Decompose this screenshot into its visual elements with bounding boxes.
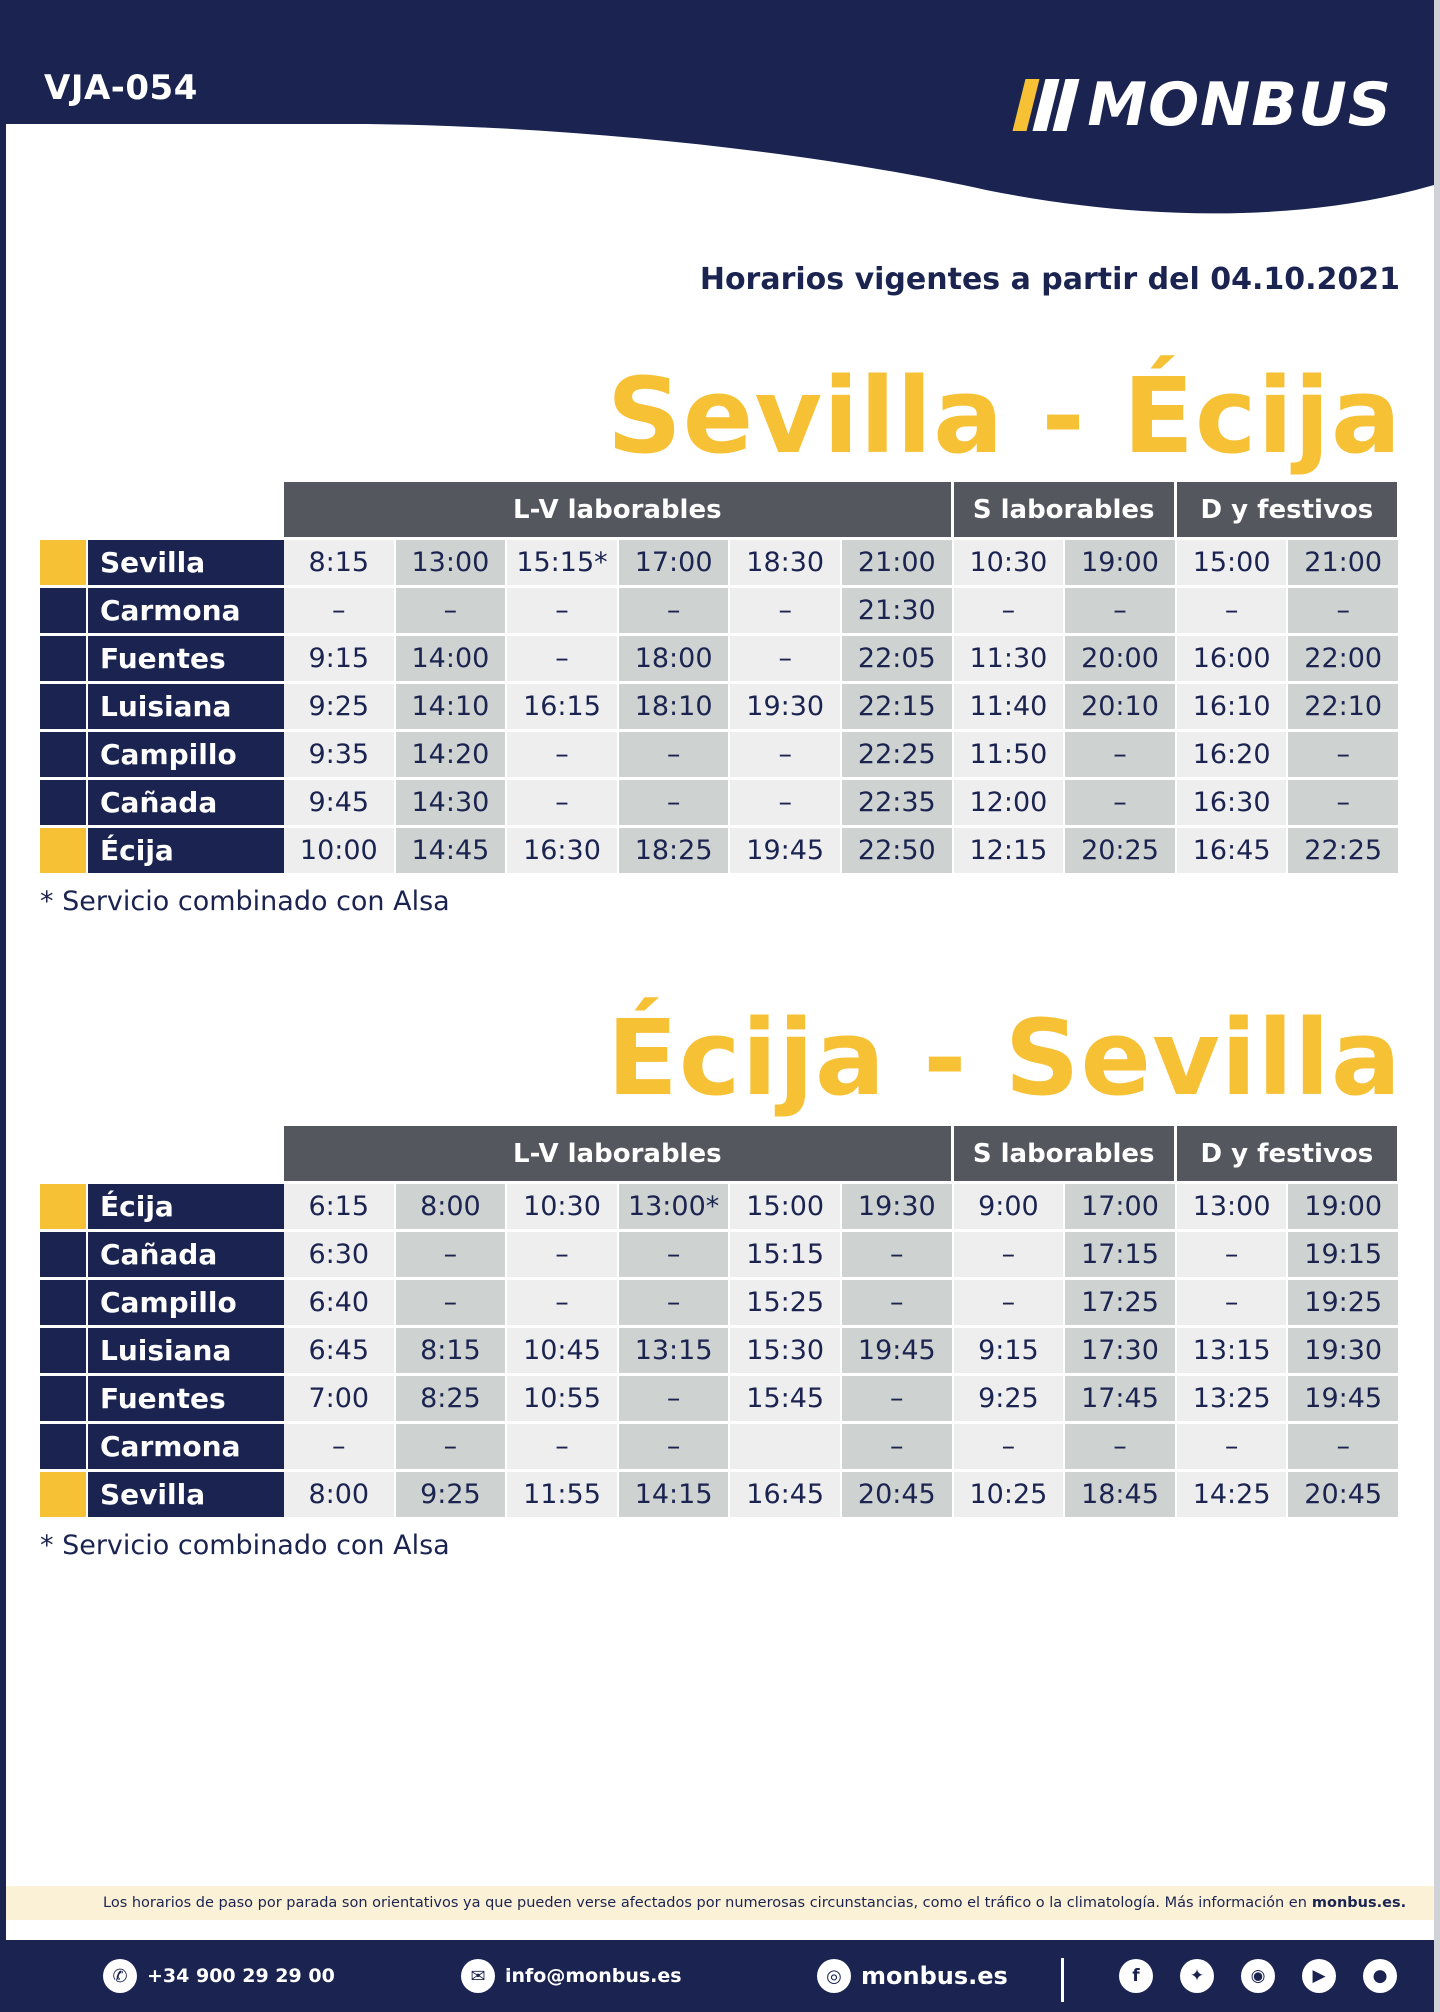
phone-icon: ✆ bbox=[103, 1959, 137, 1993]
stop-name: Cañada bbox=[86, 1232, 324, 1277]
stop-name: Campillo bbox=[86, 1280, 324, 1325]
time-cell: 10:25 bbox=[954, 1472, 1064, 1517]
group-header: L-V laborables bbox=[284, 482, 954, 537]
route-title: Sevilla - Écija bbox=[606, 355, 1402, 477]
time-cell: 19:00 bbox=[1288, 1184, 1398, 1229]
time-cell: 9:25 bbox=[954, 1376, 1064, 1421]
table-row bbox=[40, 537, 1400, 585]
group-header: L-V laborables bbox=[284, 1126, 954, 1181]
time-cell: – bbox=[954, 588, 1064, 633]
time-cell: – bbox=[1177, 1280, 1287, 1325]
footer-phone[interactable] bbox=[103, 1940, 335, 2012]
time-cell: 17:00 bbox=[1065, 1184, 1175, 1229]
time-cell: 8:15 bbox=[284, 540, 394, 585]
time-cell: – bbox=[1177, 1232, 1287, 1277]
time-cell: 16:30 bbox=[507, 828, 617, 873]
instagram-icon[interactable]: ◉ bbox=[1241, 1940, 1275, 2012]
stop-name: Carmona bbox=[86, 1424, 324, 1469]
stop-name: Cañada bbox=[86, 780, 324, 825]
time-cell: – bbox=[396, 1280, 506, 1325]
time-cell: 20:10 bbox=[1065, 684, 1175, 729]
time-cell: – bbox=[730, 732, 840, 777]
time-cell: 14:45 bbox=[396, 828, 506, 873]
time-cell: 9:35 bbox=[284, 732, 394, 777]
time-cell: 9:15 bbox=[284, 636, 394, 681]
time-cell: 15:15* bbox=[507, 540, 617, 585]
stop-name: Luisiana bbox=[86, 684, 324, 729]
stop-marker bbox=[40, 1280, 86, 1325]
timetable bbox=[40, 482, 1400, 873]
time-cell: 10:45 bbox=[507, 1328, 617, 1373]
stop-marker bbox=[40, 636, 86, 681]
table-row bbox=[40, 585, 1400, 633]
time-cell: 17:25 bbox=[1065, 1280, 1175, 1325]
time-cell: 20:25 bbox=[1065, 828, 1175, 873]
globe-icon: ◎ bbox=[817, 1959, 851, 1993]
group-header: D y festivos bbox=[1177, 482, 1400, 537]
time-cell: 12:15 bbox=[954, 828, 1064, 873]
time-cell: 13:00 bbox=[396, 540, 506, 585]
time-cell: – bbox=[507, 1232, 617, 1277]
table-row bbox=[40, 633, 1400, 681]
time-cell: 15:00 bbox=[730, 1184, 840, 1229]
time-cell: 10:30 bbox=[507, 1184, 617, 1229]
time-cell: 9:25 bbox=[284, 684, 394, 729]
time-cell: 14:25 bbox=[1177, 1472, 1287, 1517]
logo-stripes-icon bbox=[1019, 79, 1073, 131]
monbus-logo bbox=[1019, 70, 1392, 140]
disclaimer-text: Los horarios de paso por parada son orientativos ya que pueden verse afectados por numerosas circunstancias, como el tráfico o la climatología. Más información en bbox=[103, 1895, 1307, 1911]
time-cell: 22:50 bbox=[842, 828, 952, 873]
time-cell: 11:50 bbox=[954, 732, 1064, 777]
time-cell: – bbox=[507, 1424, 617, 1469]
group-header-row bbox=[40, 1126, 1400, 1181]
time-cell: – bbox=[1065, 732, 1175, 777]
time-cell: 22:10 bbox=[1288, 684, 1398, 729]
time-cell bbox=[730, 1424, 840, 1469]
time-cell: – bbox=[619, 588, 729, 633]
time-cell: 6:15 bbox=[284, 1184, 394, 1229]
time-cell: 22:35 bbox=[842, 780, 952, 825]
route-title: Écija - Sevilla bbox=[606, 997, 1402, 1119]
time-cell: 13:00* bbox=[619, 1184, 729, 1229]
time-cell: 19:25 bbox=[1288, 1280, 1398, 1325]
time-cell: – bbox=[842, 1280, 952, 1325]
right-border bbox=[1434, 0, 1440, 2012]
time-cell: – bbox=[842, 1232, 952, 1277]
stop-name: Écija bbox=[86, 828, 324, 873]
time-cell: 18:00 bbox=[619, 636, 729, 681]
time-cell: 17:00 bbox=[619, 540, 729, 585]
time-cell: – bbox=[507, 780, 617, 825]
time-cell: – bbox=[1288, 780, 1398, 825]
time-cell: – bbox=[1177, 1424, 1287, 1469]
time-cell: 14:00 bbox=[396, 636, 506, 681]
stop-name: Fuentes bbox=[86, 636, 324, 681]
time-cell: – bbox=[730, 636, 840, 681]
time-cell: 15:15 bbox=[730, 1232, 840, 1277]
time-cell: 17:45 bbox=[1065, 1376, 1175, 1421]
time-cell: – bbox=[619, 1424, 729, 1469]
club-icon[interactable]: ● bbox=[1363, 1940, 1397, 2012]
time-cell: 19:30 bbox=[842, 1184, 952, 1229]
time-cell: 18:10 bbox=[619, 684, 729, 729]
time-cell: 16:00 bbox=[1177, 636, 1287, 681]
table-row bbox=[40, 681, 1400, 729]
time-cell: 10:30 bbox=[954, 540, 1064, 585]
table-row bbox=[40, 1229, 1400, 1277]
time-cell: 14:30 bbox=[396, 780, 506, 825]
youtube-icon[interactable]: ▶ bbox=[1302, 1940, 1336, 2012]
disclaimer-link[interactable]: monbus.es. bbox=[1311, 1895, 1407, 1911]
time-cell: 18:30 bbox=[730, 540, 840, 585]
time-cell: 8:25 bbox=[396, 1376, 506, 1421]
time-cell: 17:15 bbox=[1065, 1232, 1175, 1277]
time-cell: 6:40 bbox=[284, 1280, 394, 1325]
time-cell: 22:05 bbox=[842, 636, 952, 681]
time-cell: 22:15 bbox=[842, 684, 952, 729]
time-cell: 16:45 bbox=[1177, 828, 1287, 873]
stop-name: Campillo bbox=[86, 732, 324, 777]
time-cell: – bbox=[1065, 588, 1175, 633]
stop-name: Écija bbox=[86, 1184, 324, 1229]
time-cell: – bbox=[396, 588, 506, 633]
footnote: * Servicio combinado con Alsa bbox=[40, 886, 450, 917]
terminal-marker bbox=[40, 828, 86, 873]
time-cell: 21:30 bbox=[842, 588, 952, 633]
table-row bbox=[40, 777, 1400, 825]
time-cell: – bbox=[619, 1232, 729, 1277]
time-cell: 10:55 bbox=[507, 1376, 617, 1421]
footer bbox=[6, 1940, 1434, 2012]
time-cell: 11:55 bbox=[507, 1472, 617, 1517]
time-cell: 15:25 bbox=[730, 1280, 840, 1325]
time-cell: – bbox=[730, 588, 840, 633]
time-cell: 11:40 bbox=[954, 684, 1064, 729]
time-cell: 22:00 bbox=[1288, 636, 1398, 681]
time-cell: 19:30 bbox=[1288, 1328, 1398, 1373]
time-cell: 19:45 bbox=[842, 1328, 952, 1373]
time-cell: 6:30 bbox=[284, 1232, 394, 1277]
timetable bbox=[40, 1126, 1400, 1517]
stop-marker bbox=[40, 1232, 86, 1277]
time-cell: 17:30 bbox=[1065, 1328, 1175, 1373]
table-row bbox=[40, 1325, 1400, 1373]
stop-marker bbox=[40, 588, 86, 633]
group-header: D y festivos bbox=[1177, 1126, 1400, 1181]
footnote: * Servicio combinado con Alsa bbox=[40, 1530, 450, 1561]
time-cell: 13:00 bbox=[1177, 1184, 1287, 1229]
time-cell: 12:00 bbox=[954, 780, 1064, 825]
time-cell: – bbox=[396, 1424, 506, 1469]
time-cell: 19:45 bbox=[730, 828, 840, 873]
time-cell: – bbox=[1288, 588, 1398, 633]
stop-marker bbox=[40, 780, 86, 825]
time-cell: – bbox=[507, 1280, 617, 1325]
time-cell: – bbox=[1065, 1424, 1175, 1469]
time-cell: 15:30 bbox=[730, 1328, 840, 1373]
time-cell: – bbox=[954, 1232, 1064, 1277]
group-header: S laborables bbox=[954, 1126, 1177, 1181]
time-cell: 15:00 bbox=[1177, 540, 1287, 585]
table-row bbox=[40, 729, 1400, 777]
left-border bbox=[0, 0, 6, 2012]
table-row bbox=[40, 825, 1400, 873]
time-cell: – bbox=[1288, 1424, 1398, 1469]
time-cell: 14:15 bbox=[619, 1472, 729, 1517]
time-cell: – bbox=[619, 732, 729, 777]
table-row bbox=[40, 1469, 1400, 1517]
header-band bbox=[6, 0, 1434, 220]
footer-email[interactable] bbox=[461, 1940, 682, 2012]
time-cell: 11:30 bbox=[954, 636, 1064, 681]
time-cell: 13:25 bbox=[1177, 1376, 1287, 1421]
table-row bbox=[40, 1373, 1400, 1421]
time-cell: – bbox=[284, 588, 394, 633]
time-cell: 14:10 bbox=[396, 684, 506, 729]
facebook-icon[interactable]: f bbox=[1119, 1940, 1153, 2012]
time-cell: 6:45 bbox=[284, 1328, 394, 1373]
stop-name: Luisiana bbox=[86, 1328, 324, 1373]
stop-name: Fuentes bbox=[86, 1376, 324, 1421]
time-cell: – bbox=[842, 1424, 952, 1469]
time-cell: – bbox=[619, 780, 729, 825]
time-cell: 9:45 bbox=[284, 780, 394, 825]
stop-name: Sevilla bbox=[86, 1472, 324, 1517]
time-cell: 21:00 bbox=[1288, 540, 1398, 585]
stop-marker bbox=[40, 732, 86, 777]
time-cell: – bbox=[1065, 780, 1175, 825]
website-url: monbus.es bbox=[861, 1962, 1008, 1990]
time-cell: 16:15 bbox=[507, 684, 617, 729]
table-row bbox=[40, 1181, 1400, 1229]
table-row bbox=[40, 1277, 1400, 1325]
time-cell: – bbox=[507, 588, 617, 633]
email-address: info@monbus.es bbox=[505, 1965, 682, 1987]
terminal-marker bbox=[40, 1472, 86, 1517]
time-cell: 13:15 bbox=[1177, 1328, 1287, 1373]
time-cell: 19:00 bbox=[1065, 540, 1175, 585]
envelope-icon: ✉ bbox=[461, 1959, 495, 1993]
stop-marker bbox=[40, 1328, 86, 1373]
time-cell: 9:00 bbox=[954, 1184, 1064, 1229]
terminal-marker bbox=[40, 1184, 86, 1229]
time-cell: 20:45 bbox=[1288, 1472, 1398, 1517]
stop-name: Sevilla bbox=[86, 540, 324, 585]
time-cell: 16:20 bbox=[1177, 732, 1287, 777]
time-cell: – bbox=[619, 1280, 729, 1325]
time-cell: – bbox=[954, 1280, 1064, 1325]
time-cell: 22:25 bbox=[1288, 828, 1398, 873]
time-cell: – bbox=[284, 1424, 394, 1469]
time-cell: 21:00 bbox=[842, 540, 952, 585]
time-cell: 8:00 bbox=[284, 1472, 394, 1517]
time-cell: – bbox=[507, 732, 617, 777]
time-cell: 14:20 bbox=[396, 732, 506, 777]
time-cell: 7:00 bbox=[284, 1376, 394, 1421]
time-cell: – bbox=[954, 1424, 1064, 1469]
time-cell: 8:00 bbox=[396, 1184, 506, 1229]
footer-divider bbox=[1061, 1958, 1064, 2002]
time-cell: 19:15 bbox=[1288, 1232, 1398, 1277]
stop-name: Carmona bbox=[86, 588, 324, 633]
time-cell: 13:15 bbox=[619, 1328, 729, 1373]
time-cell: 20:00 bbox=[1065, 636, 1175, 681]
group-header-row bbox=[40, 482, 1400, 537]
time-cell: 9:15 bbox=[954, 1328, 1064, 1373]
stop-marker bbox=[40, 684, 86, 729]
time-cell: – bbox=[1288, 732, 1398, 777]
brand-name: MONBUS bbox=[1087, 70, 1392, 140]
time-cell: – bbox=[1177, 588, 1287, 633]
valid-from: Horarios vigentes a partir del 04.10.2021 bbox=[699, 262, 1400, 297]
phone-number: +34 900 29 29 00 bbox=[147, 1965, 335, 1987]
time-cell: 19:30 bbox=[730, 684, 840, 729]
time-cell: – bbox=[730, 780, 840, 825]
footer-website[interactable] bbox=[817, 1940, 1008, 2012]
time-cell: 22:25 bbox=[842, 732, 952, 777]
terminal-marker bbox=[40, 540, 86, 585]
table-row bbox=[40, 1421, 1400, 1469]
time-cell: – bbox=[507, 636, 617, 681]
disclaimer bbox=[6, 1886, 1434, 1920]
stop-marker bbox=[40, 1376, 86, 1421]
time-cell: 19:45 bbox=[1288, 1376, 1398, 1421]
time-cell: 16:45 bbox=[730, 1472, 840, 1517]
stop-marker bbox=[40, 1424, 86, 1469]
time-cell: 15:45 bbox=[730, 1376, 840, 1421]
time-cell: 9:25 bbox=[396, 1472, 506, 1517]
time-cell: – bbox=[619, 1376, 729, 1421]
time-cell: 18:25 bbox=[619, 828, 729, 873]
time-cell: 16:30 bbox=[1177, 780, 1287, 825]
time-cell: – bbox=[842, 1376, 952, 1421]
route-code: VJA-054 bbox=[44, 68, 198, 108]
time-cell: 10:00 bbox=[284, 828, 394, 873]
time-cell: 16:10 bbox=[1177, 684, 1287, 729]
time-cell: – bbox=[396, 1232, 506, 1277]
twitter-icon[interactable]: ✦ bbox=[1180, 1940, 1214, 2012]
group-header: S laborables bbox=[954, 482, 1177, 537]
time-cell: 8:15 bbox=[396, 1328, 506, 1373]
time-cell: 20:45 bbox=[842, 1472, 952, 1517]
time-cell: 18:45 bbox=[1065, 1472, 1175, 1517]
